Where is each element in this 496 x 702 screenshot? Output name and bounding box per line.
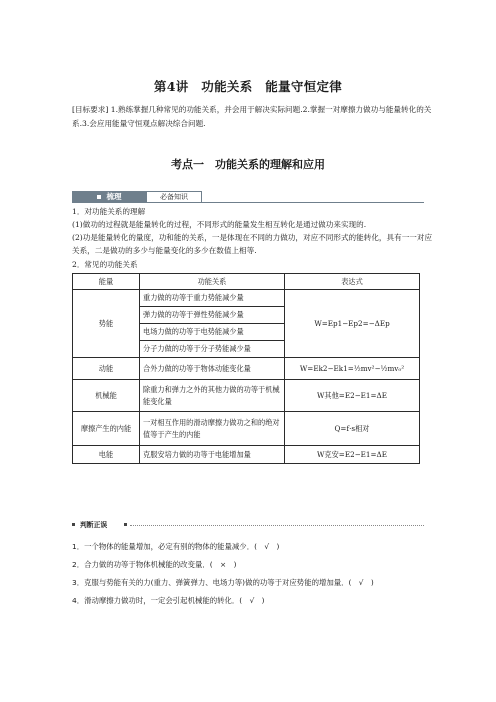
- goal-label: [目标要求]: [72, 105, 109, 114]
- row-label-electric: 电能: [73, 446, 140, 464]
- expr-mechanical: W其他=E2−E1=ΔE: [285, 380, 420, 412]
- expr-kinetic: W=Ek2−Ek1=½mv²−½mv₀²: [285, 358, 420, 380]
- judge-separator: [72, 520, 424, 530]
- table-header: 表达式: [285, 274, 420, 290]
- expr-potential: W=Ep1−Ep2=−ΔEp: [285, 290, 420, 358]
- square-bullet-icon: [97, 195, 101, 199]
- tab-summary-label: 梳理: [106, 192, 122, 201]
- paragraph-2: (2)功是能量转化的量度，功和能的关系，一是体现在不同的力做功，对应不同形式的能转化，具有一一对应关系，二是做功的多少与能量变化的多少在数值上相等.: [72, 233, 433, 255]
- goal-text: 1.熟练掌握几种常见的功能关系，并会用于解决实际问题.2.掌握一对摩擦力做功与能量转化的关系.3.会应用能量守恒观点解决综合问题.: [72, 105, 432, 128]
- table-cell: 弹力做的功等于弹性势能减少量: [140, 307, 285, 324]
- paragraph-1: (1)做功的过程就是能量转化的过程，不同形式的能量发生相互转化是通过做功来实现的.: [72, 220, 367, 229]
- table-header: 功能关系: [140, 274, 285, 290]
- table-cell: 电场力做的功等于电势能减少量: [140, 324, 285, 341]
- bullet-icon: [124, 523, 127, 526]
- table-cell: 合外力做的功等于物体动能变化量: [140, 358, 285, 380]
- judgement-item: 1．一个物体的能量增加，必定有别的物体的能量减少．( √ ): [72, 542, 280, 551]
- table-cell: 克服安培力做的功等于电能增加量: [140, 446, 285, 464]
- table-header: 能量: [73, 274, 140, 290]
- dotted-divider: [130, 525, 424, 526]
- table-cell: 分子力做的功等于分子势能减少量: [140, 341, 285, 358]
- judge-label: 判断正误: [80, 521, 108, 529]
- goal-paragraph: [72, 103, 436, 131]
- section-tab-bar: [72, 191, 424, 203]
- row-label-friction: 摩擦产生的内能: [73, 412, 140, 446]
- expr-electric: W克安=E2−E1=ΔE: [285, 446, 420, 464]
- table-cell: 重力做的功等于重力势能减少量: [140, 290, 285, 307]
- table-cell: 一对相互作用的滑动摩擦力做功之和的绝对值等于产生的内能: [140, 412, 285, 446]
- row-label-potential: 势能: [73, 290, 140, 358]
- paragraph-heading-1: 1．对功能关系的理解: [72, 207, 146, 216]
- divider: [202, 202, 424, 203]
- row-label-kinetic: 动能: [73, 358, 140, 380]
- judgement-item: 2．合力做的功等于物体机械能的改变量．( × ): [72, 560, 237, 569]
- expr-friction: Q=f·s相对: [285, 412, 420, 446]
- energy-function-table: [72, 273, 420, 464]
- tab-summary: [72, 191, 146, 203]
- tab-knowledge: 必备知识: [146, 191, 202, 203]
- paragraph-heading-2: 2．常见的功能关系: [72, 260, 138, 269]
- section-title: 考点一 功能关系的理解和应用: [171, 158, 325, 171]
- page-title: 第4讲 功能关系 能量守恒定律: [153, 79, 343, 94]
- bullet-icon: [72, 523, 75, 526]
- judgement-item: 3．克服与势能有关的力(重力、弹簧弹力、电场力等)做的功等于对应势能的增加量．( √ ): [72, 578, 374, 587]
- table-cell: 除重力和弹力之外的其他力做的功等于机械能变化量: [140, 380, 285, 412]
- judgement-item: 4．滑动摩擦力做功时，一定会引起机械能的转化．( √ ): [72, 596, 265, 605]
- row-label-mechanical: 机械能: [73, 380, 140, 412]
